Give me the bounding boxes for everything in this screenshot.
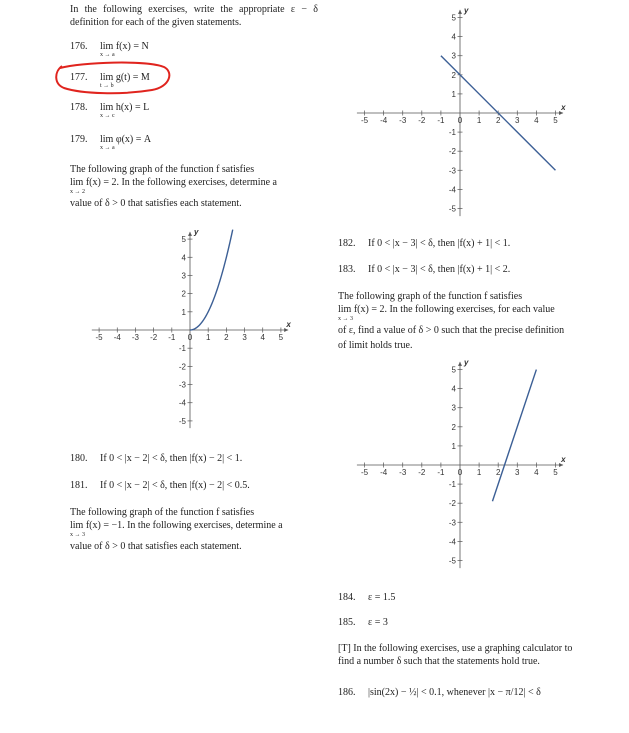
exercise-expr: lim h(x) = L — [100, 102, 150, 113]
exercise-181 — [70, 479, 250, 492]
x-tick-label: 1 — [476, 468, 482, 477]
exercise-186 — [338, 686, 541, 699]
x-tick-label: -3 — [399, 116, 407, 125]
exercise-text: If 0 < |x − 2| < δ, then |f(x) − 2| < 1. — [100, 453, 243, 464]
exercise-179 — [70, 133, 152, 151]
y-tick-label: 2 — [451, 422, 456, 432]
exercise-180 — [70, 452, 242, 465]
exercise-sub: x → c — [100, 113, 115, 119]
right-graph-intro-sub: x → 3 — [338, 316, 353, 322]
y-tick-label: -1 — [448, 480, 456, 490]
x-tick-label: 2 — [495, 116, 501, 125]
x-tick-label: -3 — [131, 333, 140, 342]
function-curve — [190, 227, 233, 330]
graph-decreasing-line — [345, 3, 575, 223]
exercise-number: 176. — [70, 41, 88, 52]
exercise-expr: lim φ(x) = A — [100, 134, 152, 145]
x-tick-label: -5 — [360, 116, 369, 125]
exercise-expr: lim f(x) = N — [100, 41, 149, 52]
y-tick-label: -5 — [448, 204, 456, 214]
x-tick-label: -5 — [360, 468, 369, 477]
x-tick-label: 5 — [553, 468, 558, 477]
right-graph-intro-line1: The following graph of the function f satisfies — [338, 291, 523, 302]
exercise-182 — [338, 237, 510, 250]
exercise-text: If 0 < |x − 3| < δ, then |f(x) + 1| < 2. — [368, 264, 511, 275]
x-tick-label: -2 — [418, 468, 426, 477]
x-tick-label: 2 — [495, 468, 501, 477]
y-tick-label: -2 — [448, 499, 456, 509]
y-tick-label: 4 — [451, 384, 456, 394]
exercise-number: 182. — [338, 238, 356, 249]
x-tick-label: 4 — [260, 333, 265, 342]
x-tick-label: -1 — [437, 468, 445, 477]
exercise-185 — [338, 616, 388, 629]
graph-intro-line3: value of δ > 0 that satisfies each statement. — [70, 198, 242, 209]
x-tick-label: -2 — [150, 333, 158, 342]
graph-intro-line2: lim f(x) = 2. In the following exercises, determine a — [70, 177, 277, 188]
y-tick-label: -3 — [448, 166, 456, 176]
x-tick-label: 0 — [457, 468, 463, 477]
graph-intro-sub: x → 2 — [70, 189, 85, 195]
y-tick-label: -4 — [448, 537, 456, 547]
exercise-expr: lim g(t) = M — [100, 72, 150, 83]
y-tick-label: 2 — [181, 289, 186, 299]
graph2-intro-sub: x → 3 — [70, 532, 85, 538]
x-tick-label: 4 — [534, 468, 539, 477]
x-tick-label: -1 — [168, 333, 176, 342]
exercise-text: If 0 < |x − 2| < δ, then |f(x) − 2| < 0.5. — [100, 480, 250, 491]
y-tick-label: -2 — [178, 362, 186, 372]
x-tick-label: 0 — [187, 333, 193, 342]
y-tick-label: 1 — [181, 307, 186, 317]
exercise-text: ε = 1.5 — [368, 592, 396, 603]
x-axis-label: x — [286, 320, 291, 329]
exercise-sub: t → b — [100, 83, 114, 89]
right-graph-intro-line3: of ε, find a value of δ > 0 such that the precise definition — [338, 325, 565, 336]
exercise-number: 180. — [70, 453, 88, 464]
x-axis-label: x — [561, 455, 566, 464]
y-tick-label: 1 — [451, 441, 456, 451]
x-axis-label: x — [561, 103, 566, 112]
y-tick-label: -3 — [178, 380, 186, 390]
exercise-sub: x → a — [100, 145, 115, 151]
y-tick-label: 4 — [451, 32, 456, 42]
y-tick-label: 5 — [451, 365, 456, 375]
red-circle-annotation — [52, 60, 174, 96]
right-graph-intro-line4: of limit holds true. — [338, 340, 413, 351]
exercise-sub: x → a — [100, 52, 115, 58]
exercise-number: 178. — [70, 102, 88, 113]
right-graph-intro-line2: lim f(x) = 2. In the following exercises, for each value — [338, 304, 555, 315]
exercise-text: ε = 3 — [368, 617, 388, 628]
y-tick-label: -4 — [178, 398, 186, 408]
y-axis-arrow — [188, 232, 192, 236]
graph2-intro-line1: The following graph of the function f satisfies — [70, 507, 255, 518]
y-tick-label: -5 — [178, 416, 186, 426]
exercise-number: 177. — [70, 72, 88, 83]
exercise-number: 181. — [70, 480, 88, 491]
x-tick-label: 2 — [224, 333, 229, 342]
graph-intro-line1: The following graph of the function f satisfies — [70, 164, 255, 175]
x-tick-label: -2 — [418, 116, 426, 125]
exercise-183 — [338, 263, 510, 276]
x-tick-label: 4 — [534, 116, 539, 125]
x-tick-label: 1 — [205, 333, 211, 342]
x-tick-label: 1 — [476, 116, 482, 125]
y-tick-label: -4 — [448, 185, 456, 195]
x-tick-label: -1 — [437, 116, 445, 125]
exercise-number: 186. — [338, 687, 356, 698]
y-tick-label: 5 — [181, 235, 186, 245]
y-axis-label: y — [464, 357, 469, 367]
y-tick-label: 3 — [181, 271, 186, 281]
exercise-178 — [70, 101, 150, 119]
y-tick-label: 3 — [451, 403, 456, 413]
y-tick-label: -2 — [448, 147, 456, 157]
y-tick-label: 3 — [451, 51, 456, 61]
x-tick-label: 3 — [515, 116, 520, 125]
exercise-text: If 0 < |x − 3| < δ, then |f(x) + 1| < 1. — [368, 238, 511, 249]
y-tick-label: -1 — [448, 128, 456, 138]
y-tick-label: 5 — [451, 13, 456, 23]
x-tick-label: 5 — [278, 333, 284, 342]
exercise-number: 183. — [338, 264, 356, 275]
exercise-number: 184. — [338, 592, 356, 603]
y-axis-label: y — [464, 5, 469, 15]
exercise-184 — [338, 591, 395, 604]
y-tick-label: 4 — [181, 253, 186, 263]
graph2-intro-line3: value of δ > 0 that satisfies each statement. — [70, 541, 242, 552]
y-axis-arrow — [458, 10, 462, 14]
exercise-text: |sin(2x) − ½| < 0.1, whenever |x − π/12| < δ — [368, 687, 541, 698]
y-tick-label: -5 — [448, 556, 456, 566]
y-axis-label: y — [194, 227, 199, 237]
y-tick-label: 1 — [451, 89, 456, 99]
exercise-number: 179. — [70, 134, 88, 145]
x-tick-label: 3 — [515, 468, 520, 477]
y-tick-label: -1 — [178, 344, 186, 354]
calc-intro: [T] In the following exercises, use a graphing calculator to find a number δ such that the statements hold true. — [338, 643, 573, 667]
x-tick-label: -3 — [399, 468, 407, 477]
x-tick-label: -4 — [380, 468, 388, 477]
graph2-intro-line2: lim f(x) = −1. In the following exercises, determine a — [70, 520, 283, 531]
left-intro: In the following exercises, write the appropriate ε − δ definition for each of the given statements. — [70, 4, 318, 28]
x-tick-label: 3 — [242, 333, 247, 342]
x-tick-label: 5 — [553, 116, 558, 125]
y-tick-label: 2 — [451, 70, 456, 80]
x-tick-label: -4 — [113, 333, 121, 342]
graph-steep-line — [345, 355, 575, 575]
x-tick-label: 0 — [457, 116, 463, 125]
graph-parabola — [80, 220, 300, 440]
x-tick-label: -5 — [95, 333, 103, 342]
y-tick-label: -3 — [448, 518, 456, 528]
exercise-176 — [70, 40, 149, 58]
y-axis-arrow — [458, 362, 462, 366]
exercise-number: 185. — [338, 617, 356, 628]
x-tick-label: -4 — [380, 116, 388, 125]
function-curve — [492, 370, 536, 502]
